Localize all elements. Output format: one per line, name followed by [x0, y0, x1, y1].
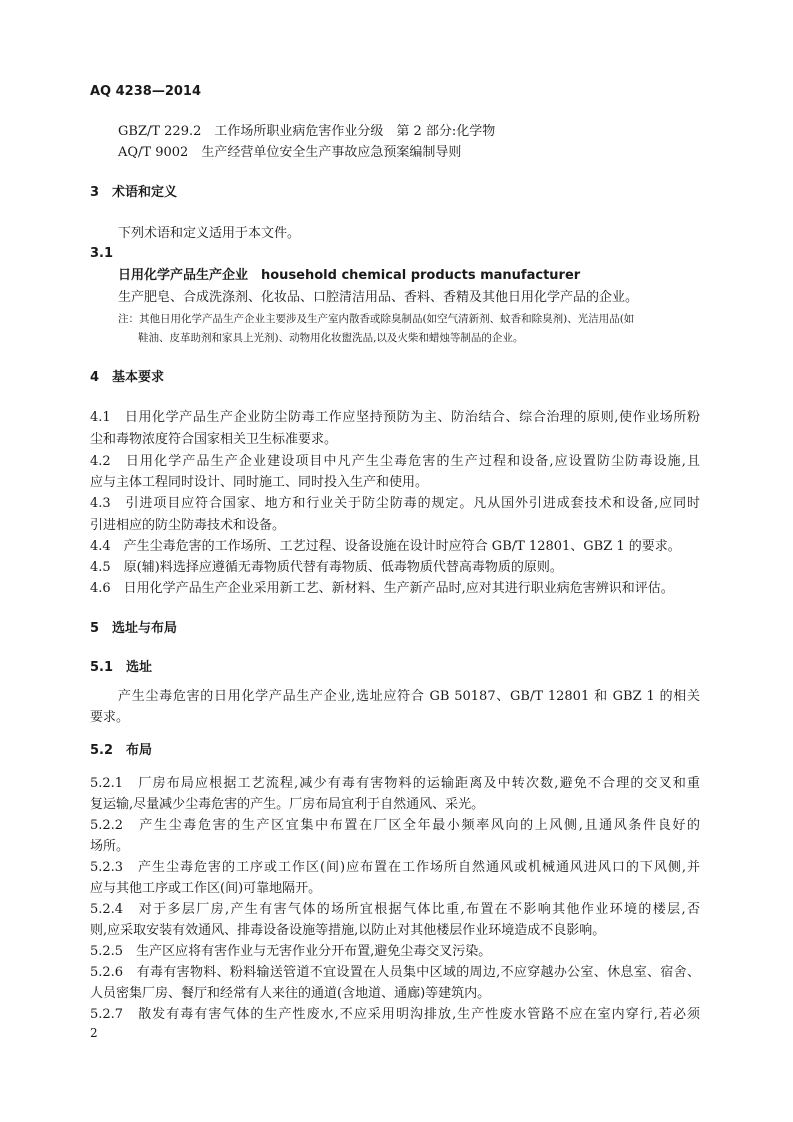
paragraph-line: 4.2 日用化学产品生产企业建设项目中凡产生尘毒危害的生产过程和设备,应设置防尘防毒设施,且	[90, 454, 700, 469]
paragraph-line: 引进相应的防尘防毒技术和设备。	[90, 518, 286, 533]
paragraph-line: 5.2.6 有毒有害物料、粉料输送管道不宜设置在人员集中区域的周边,不应穿越办公室、休息室、宿舍、	[90, 965, 700, 980]
paragraph-line: 应与其他工序或工作区(间)可靠地隔开。	[90, 881, 322, 896]
paragraph-line: 复运输,尽量减少尘毒危害的产生。厂房布局宜利于自然通风、采光。	[90, 797, 485, 812]
term-definition: 生产肥皂、合成洗涤剂、化妆品、口腔清洁用品、香料、香精及其他日用化学产品的企业。	[118, 290, 639, 305]
paragraph-line: 下列术语和定义适用于本文件。	[118, 226, 301, 241]
paragraph-line: 4.1 日用化学产品生产企业防尘防毒工作应坚持预防为主、防治结合、综合治理的原则,使作业场所粉	[90, 410, 700, 425]
paragraph-line: 人员密集厂房、餐厅和经常有人来往的通道(含地道、通廊)等建筑内。	[90, 986, 491, 1001]
paragraph-line: 5.2.2 产生尘毒危害的生产区宜集中布置在厂区全年最小频率风向的上风侧,且通风条件良好的	[90, 818, 700, 833]
section-heading: 3 术语和定义	[90, 185, 178, 200]
section-heading: 5 选址与布局	[90, 621, 178, 636]
subsection-heading: 5.2 布局	[90, 743, 153, 758]
paragraph-line: 4.4 产生尘毒危害的工作场所、工艺过程、设备设施在设计时应符合 GB/T 12801、GBZ 1 的要求。	[90, 539, 681, 554]
paragraph-line: 4.5 原(辅)料选择应遵循无毒物质代替有毒物质、低毒物质代替高毒物质的原则。	[90, 560, 563, 575]
paragraph-line: 4.3 引进项目应符合国家、地方和行业关于防尘防毒的规定。凡从国外引进成套技术和设备,应同时	[90, 496, 700, 511]
paragraph-line: 尘和毒物浓度符合国家相关卫生标准要求。	[90, 432, 338, 447]
term-title: 日用化学产品生产企业 household chemical products manufacturer	[118, 268, 581, 283]
paragraph-line: 5.2.7 散发有毒有害气体的生产性废水,不应采用明沟排放,生产性废水管路不应在室内穿行,若必须	[90, 1007, 700, 1022]
page-number: 2	[90, 1026, 98, 1040]
paragraph-line: 5.2.5 生产区应将有害作业与无害作业分开布置,避免尘毒交叉污染。	[90, 944, 492, 959]
document-id-header: AQ 4238—2014	[90, 84, 202, 99]
clause-number: 3.1	[90, 246, 114, 261]
paragraph-line: 5.2.3 产生尘毒危害的工序或工作区(间)应布置在工作场所自然通风或机械通风进风口的下风侧,并	[90, 860, 700, 875]
note-line: 注：其他日用化学产品生产企业主要涉及生产室内散香或除臭制品(如空气清新剂、蚊香和除臭剂)、光洁用品(如	[118, 313, 635, 325]
paragraph-line: 5.2.4 对于多层厂房,产生有害气体的场所宜根据气体比重,布置在不影响其他作业环境的楼层,否	[90, 902, 700, 917]
section-heading: 4 基本要求	[90, 370, 165, 385]
paragraph-line: 要求。	[90, 710, 130, 725]
reference-line: GBZ/T 229.2 工作场所职业病危害作业分级 第 2 部分:化学物	[118, 124, 496, 139]
paragraph-line: 则,应采取安装有效通风、排毒设备设施等措施,以防止对其他楼层作业环境造成不良影响。	[90, 923, 606, 938]
reference-line: AQ/T 9002 生产经营单位安全生产事故应急预案编制导则	[118, 145, 462, 160]
paragraph-line: 5.2.1 厂房布局应根据工艺流程,减少有毒有害物料的运输距离及中转次数,避免不合理的交叉和重	[90, 776, 700, 791]
paragraph-line: 4.6 日用化学产品生产企业采用新工艺、新材料、生产新产品时,应对其进行职业病危害辨识和评估。	[90, 581, 674, 596]
paragraph-line: 应与主体工程同时设计、同时施工、同时投入生产和使用。	[90, 475, 429, 490]
subsection-heading: 5.1 选址	[90, 660, 153, 675]
paragraph-line: 产生尘毒危害的日用化学产品生产企业,选址应符合 GB 50187、GB/T 12801 和 GBZ 1 的相关	[118, 689, 700, 704]
paragraph-line: 场所。	[90, 839, 130, 854]
note-line: 鞋油、皮革助剂和家具上光剂)、动物用化妆盥洗品,以及火柴和蜡烛等制品的企业。	[138, 332, 524, 344]
